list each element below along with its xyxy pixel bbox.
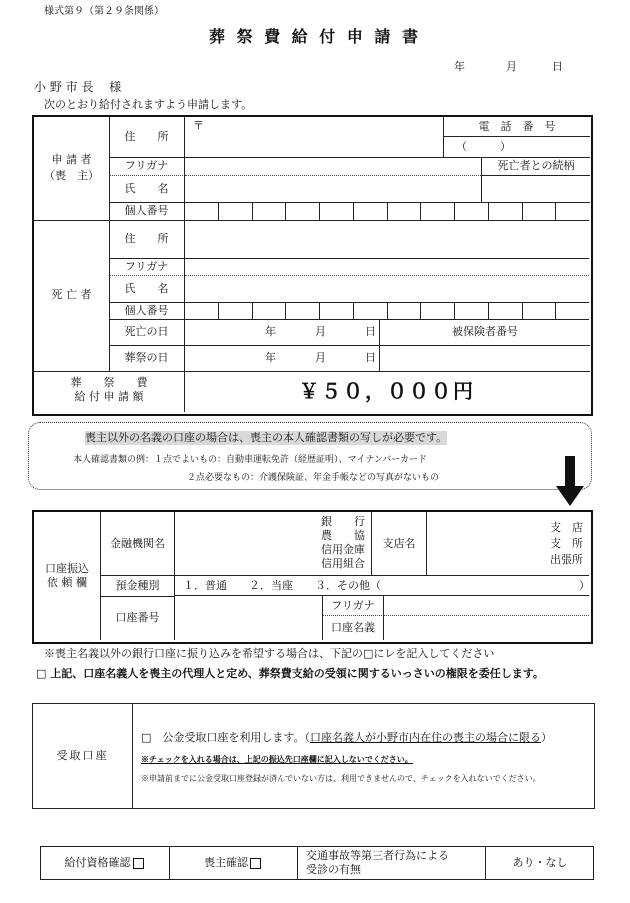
insured-number-field[interactable] bbox=[379, 345, 590, 372]
date-month-label: 月 bbox=[506, 60, 517, 73]
phone-field[interactable]: （ ） bbox=[456, 140, 511, 153]
account-type-label: 預金種別 bbox=[101, 575, 175, 597]
proxy-note: ※喪主名義以外の銀行口座に振り込みを希望する場合は、下記の□にレを記入してください bbox=[44, 647, 495, 660]
death-date-label: 死亡の日 bbox=[109, 319, 185, 346]
type-kumiai: 信用組合 bbox=[321, 557, 365, 570]
branch-label: 支店名 bbox=[371, 512, 427, 576]
third-party-label: 交通事故等第三者行為による 受診の有無 bbox=[298, 847, 486, 879]
branch-type-shiten: 支 店 bbox=[550, 521, 583, 534]
chief-mourner-check[interactable]: 喪主確認 bbox=[170, 847, 298, 879]
account-number-label: 口座番号 bbox=[101, 596, 175, 640]
intro-text: 次のとおり給付されますよう申請します。 bbox=[44, 98, 253, 111]
type-agri: 農 協 bbox=[321, 529, 365, 542]
institution-field[interactable] bbox=[175, 512, 371, 576]
relation-label: 死亡者との続柄 bbox=[481, 157, 590, 176]
id-notice-line1: 本人確認書類の例：１点でよいもの：自動車運転免許（経歴証明）、マイナンバーカード bbox=[73, 455, 428, 465]
proxy-statement[interactable]: □ 上記、口座名義人を喪主の代理人と定め、葬祭費支給の受領に関するいっさいの権限を委任します。 bbox=[36, 667, 544, 680]
applicant-name-field[interactable] bbox=[185, 175, 481, 203]
date-year-label: 年 bbox=[454, 60, 465, 73]
deceased-name-label: 氏 名 bbox=[109, 275, 185, 303]
branch-type-shutchojo: 出張所 bbox=[550, 553, 583, 566]
id-notice-line2: ２点必要なもの：介護保険証、年金手帳などの写真がないもの bbox=[187, 473, 440, 483]
applicant-address-label: 住 所 bbox=[109, 117, 185, 158]
receiving-note: ※申請前までに公金受取口座登録が済んでいない方は、利用できませんので、チェックを入れないでください。 bbox=[141, 774, 541, 783]
type-shinkin: 信用金庫 bbox=[321, 543, 365, 556]
phone-box bbox=[443, 117, 590, 158]
bank-section-label-2: 依 頼 欄 bbox=[47, 575, 87, 589]
deceased-mynumber-label: 個人番号 bbox=[109, 302, 185, 320]
eligibility-checkbox[interactable] bbox=[133, 858, 144, 869]
holder-furigana-field[interactable] bbox=[383, 596, 589, 616]
amount-label-box bbox=[34, 371, 185, 412]
addressee: 小 野 市 長 様 bbox=[34, 80, 122, 94]
receiving-label: 受取口座 bbox=[33, 704, 133, 808]
down-arrow-icon bbox=[556, 456, 584, 508]
phone-label: 電 話 番 号 bbox=[444, 117, 590, 137]
deceased-address-field[interactable] bbox=[185, 220, 589, 259]
chief-mourner-checkbox[interactable] bbox=[250, 858, 261, 869]
applicant-label-sub: （喪 主） bbox=[44, 168, 99, 182]
bank-section-label-1: 口座振込 bbox=[45, 562, 89, 575]
id-notice-box bbox=[28, 422, 592, 490]
bank-form-frame bbox=[32, 510, 593, 644]
account-type-options[interactable]: １．普通 ２．当座 ３．その他（ ） bbox=[175, 575, 589, 596]
page-title: 葬 祭 費 給 付 申 請 書 bbox=[209, 27, 421, 46]
holder-furigana-label: フリガナ bbox=[322, 596, 384, 616]
id-notice-main: 喪主以外の名義の口座の場合は、喪主の本人確認書類の写しが必要です。 bbox=[85, 431, 448, 444]
amount-value: ￥５０，０００円 bbox=[299, 379, 475, 403]
applicant-mynumber-label: 個人番号 bbox=[109, 202, 185, 221]
applicant-address-field[interactable] bbox=[185, 117, 443, 158]
deceased-furigana-field[interactable] bbox=[185, 258, 589, 276]
deceased-section bbox=[34, 220, 110, 372]
holder-name-label: 口座名義 bbox=[322, 615, 384, 640]
eligibility-check[interactable]: 給付資格確認 bbox=[41, 847, 170, 879]
deceased-name-field[interactable] bbox=[185, 275, 589, 303]
receiving-warning: ※チェックを入れる場合は、上記の振込先口座欄に記入しないでください。 bbox=[141, 754, 413, 764]
applicant-furigana-field[interactable] bbox=[185, 157, 481, 176]
receiving-box bbox=[32, 703, 595, 809]
funeral-date-field[interactable]: 年 月 日 bbox=[185, 345, 379, 372]
branch-field[interactable] bbox=[426, 512, 589, 576]
type-bank: 銀 行 bbox=[321, 515, 365, 528]
deceased-label: 死 亡 者 bbox=[51, 288, 92, 301]
postal-mark: 〒 bbox=[193, 119, 204, 132]
institution-label: 金融機関名 bbox=[101, 512, 175, 576]
deceased-mynumber-field[interactable] bbox=[185, 302, 589, 320]
deceased-address-label: 住 所 bbox=[109, 220, 185, 259]
main-form-frame bbox=[32, 115, 593, 416]
amount-label-1: 葬 祭 費 bbox=[70, 376, 148, 389]
applicant-mynumber-field[interactable] bbox=[185, 202, 589, 221]
applicant-name-label: 氏 名 bbox=[109, 175, 185, 203]
funeral-date-label: 葬祭の日 bbox=[109, 345, 185, 372]
deceased-furigana-label: フリガナ bbox=[109, 258, 185, 276]
account-number-field[interactable] bbox=[175, 596, 322, 640]
applicant-furigana-label: フリガナ bbox=[109, 157, 185, 176]
third-party-yes-no[interactable]: あり・なし bbox=[512, 856, 568, 869]
public-account-option[interactable]: □ 公金受取口座を利用します。（口座名義人が小野市内在住の喪主の場合に限る） bbox=[141, 731, 553, 744]
applicant-label: 申 請 者 bbox=[51, 153, 92, 166]
public-account-condition: 口座名義人が小野市内在住の喪主の場合に限る bbox=[310, 731, 542, 744]
death-date-field[interactable]: 年 月 日 bbox=[185, 319, 379, 346]
insured-number-label: 被保険者番号 bbox=[379, 319, 590, 346]
date-day-label: 日 bbox=[552, 60, 563, 73]
relation-field[interactable] bbox=[481, 175, 590, 203]
branch-type-shisho: 支 所 bbox=[550, 537, 583, 550]
holder-name-field[interactable] bbox=[383, 615, 589, 640]
amount-label-2: 給 付 申 請 額 bbox=[74, 389, 144, 403]
office-use-table bbox=[40, 846, 594, 880]
form-number: 様式第９（第２９条関係） bbox=[44, 6, 164, 17]
bank-section bbox=[34, 512, 101, 640]
applicant-section bbox=[34, 117, 110, 221]
